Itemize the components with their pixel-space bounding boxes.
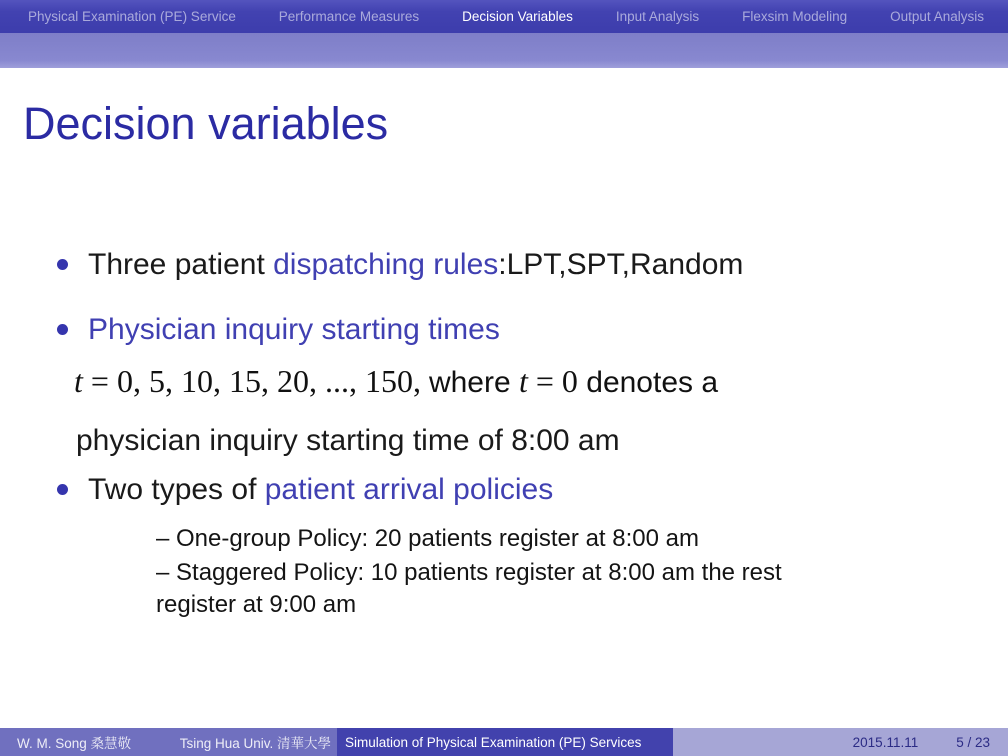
subitem-one-group-policy: – One-group Policy: 20 patients register at 8:00 am [156, 525, 699, 552]
footer-title-text: Simulation of Physical Examination (PE) Services [345, 734, 642, 750]
nav-item-performance-measures[interactable]: Performance Measures [278, 9, 420, 24]
math-eq-zero: = 0 [527, 363, 578, 399]
subitem-staggered-policy: – Staggered Policy: 10 patients register at 8:00 am the rest [156, 559, 782, 586]
bullet1-highlight: dispatching rules [273, 248, 499, 281]
footer-date-page [673, 728, 1008, 756]
bullet-icon [57, 484, 68, 495]
math-var-t2: t [518, 363, 528, 399]
nav-item-pe-service[interactable]: Physical Examination (PE) Service [28, 9, 236, 24]
page-title: Decision variables [23, 98, 389, 149]
math-sequence: = 0, 5, 10, 15, 20, ..., 150, [82, 363, 429, 399]
continuation-text: physician inquiry starting time of 8:00 am [76, 424, 620, 457]
bullet-text [88, 246, 743, 284]
math-where-text: where [428, 366, 519, 399]
nav-item-output-analysis[interactable]: Output Analysis [890, 9, 984, 24]
nav-subbar [0, 33, 1008, 68]
bullet3-pre: Two types of [88, 473, 265, 506]
nav-bar [0, 0, 1008, 33]
nav-item-flexsim-modeling[interactable]: Flexsim Modeling [742, 9, 848, 24]
bullet-icon [57, 324, 68, 335]
bullet-icon [57, 259, 68, 270]
bullet-item-inquiry-starting-times [57, 311, 500, 349]
footer-bar [0, 728, 1008, 756]
math-var-t: t [74, 363, 83, 399]
bullet1-pre: Three patient [88, 248, 274, 281]
bullet-item-arrival-policies [57, 471, 553, 509]
bullet2-highlight: Physician inquiry starting times [88, 313, 500, 346]
bullet3-highlight: patient arrival policies [264, 473, 554, 506]
footer-page-number: 5 / 23 [956, 734, 990, 750]
footer-institute: Tsing Hua Univ. 清華大學 [179, 736, 331, 751]
nav-item-decision-variables[interactable]: Decision Variables [462, 9, 573, 24]
footer-author-institute [0, 728, 337, 756]
footer-author: W. M. Song 桑慧敬 [17, 736, 132, 751]
subitem-staggered-policy-wrap: register at 9:00 am [156, 591, 357, 618]
footer-date: 2015.11.11 [852, 734, 919, 750]
math-expression [74, 360, 718, 404]
nav-item-input-analysis[interactable]: Input Analysis [615, 9, 700, 24]
bullet-item-dispatching-rules [57, 246, 743, 284]
bullet1-post: :LPT,SPT,Random [498, 248, 744, 281]
bullet-text [88, 471, 553, 509]
math-tail-text: denotes a [577, 366, 719, 399]
footer-presentation-title [337, 728, 673, 756]
